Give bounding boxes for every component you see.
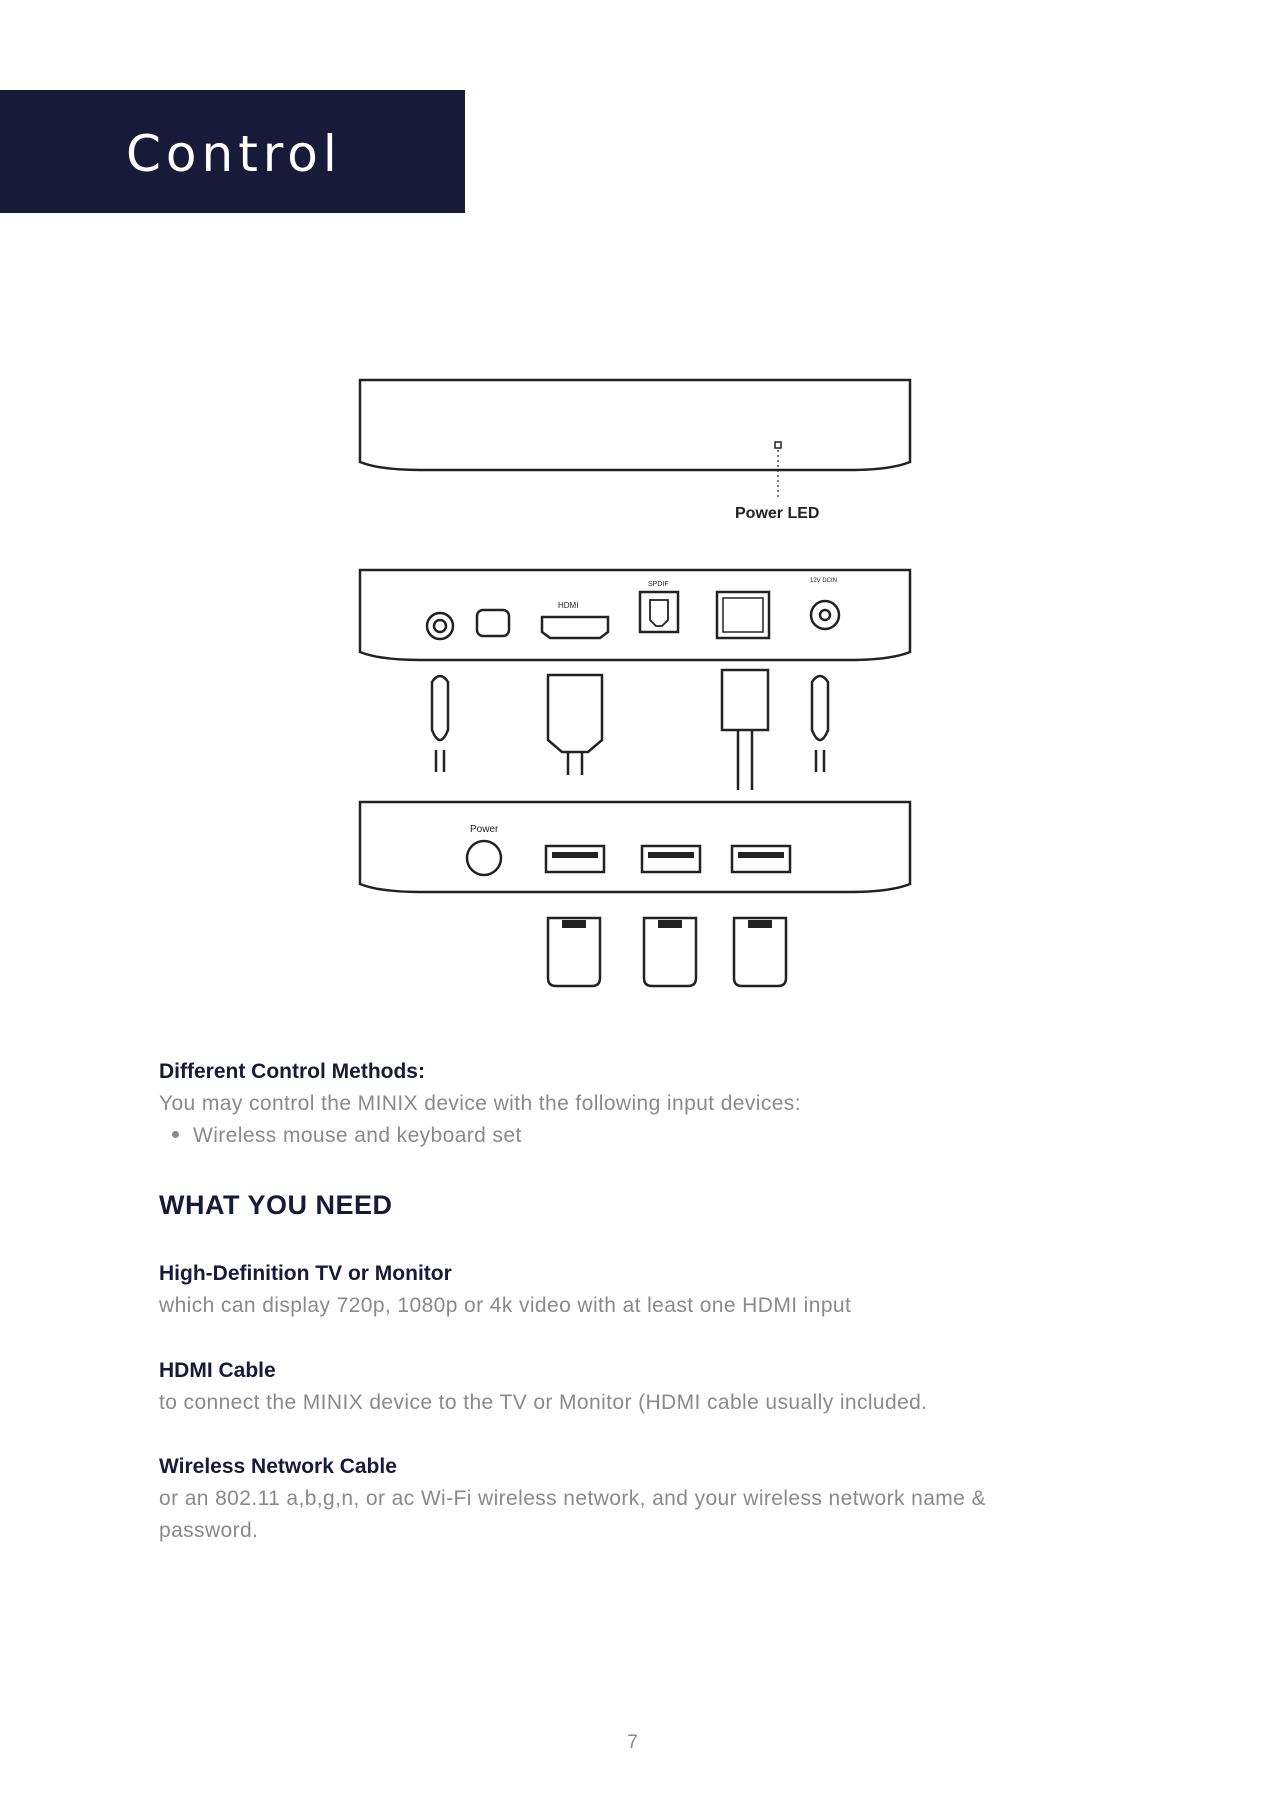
need-item-text: or an 802.11 a,b,g,n, or ac Wi-Fi wireless network, and your wireless network name & password. — [159, 1487, 986, 1542]
need-item-text: to connect the MINIX device to the TV or Monitor (HDMI cable usually included. — [159, 1391, 928, 1414]
power-button-icon — [467, 841, 501, 875]
control-methods-heading: Different Control Methods: — [159, 1060, 425, 1083]
control-methods-item: Wireless mouse and keyboard set — [172, 1124, 522, 1148]
lan-cable-icon — [722, 670, 768, 730]
spdif-port-label: SPDIF — [648, 581, 669, 588]
usb-port-3-icon — [732, 846, 790, 872]
page-number: 7 — [627, 1732, 638, 1753]
device-ports-illustration — [350, 370, 920, 1010]
need-item-text: which can display 720p, 1080p or 4k video with at least one HDMI input — [159, 1294, 852, 1317]
hdmi-cable-icon — [548, 675, 602, 752]
what-you-need-title: WHAT YOU NEED — [159, 1190, 393, 1220]
need-item-heading: Wireless Network Cable — [159, 1455, 397, 1478]
audio-cable-icon — [432, 676, 448, 740]
dc-port-label: 12V DCIN — [810, 578, 838, 584]
power-button-label: Power — [470, 824, 499, 835]
need-item-heading: HDMI Cable — [159, 1359, 276, 1382]
page-title: Control — [126, 125, 342, 183]
usb-port-2-icon — [642, 846, 700, 872]
usb-plug-3-icon — [734, 918, 786, 986]
hdmi-port-label: HDMI — [558, 601, 579, 610]
usb-plug-1-icon — [548, 918, 600, 986]
bullet-icon — [172, 1131, 179, 1138]
hdmi-port-icon — [542, 617, 608, 638]
device-top-view — [360, 380, 910, 470]
usb-plug-2-icon — [644, 918, 696, 986]
need-item-heading: High-Definition TV or Monitor — [159, 1262, 452, 1285]
control-methods-intro: You may control the MINIX device with the following input devices: — [159, 1092, 801, 1115]
audio-jack-icon — [427, 613, 453, 639]
lan-port-icon — [717, 592, 769, 638]
device-diagram — [350, 370, 920, 1010]
device-front-panel — [360, 802, 910, 892]
mic-port-icon — [477, 610, 509, 636]
dc-cable-icon — [812, 676, 828, 740]
dc-jack-icon — [811, 601, 839, 629]
power-led-icon — [775, 442, 781, 448]
power-led-label: Power LED — [735, 505, 820, 522]
usb-port-1-icon — [546, 846, 604, 872]
